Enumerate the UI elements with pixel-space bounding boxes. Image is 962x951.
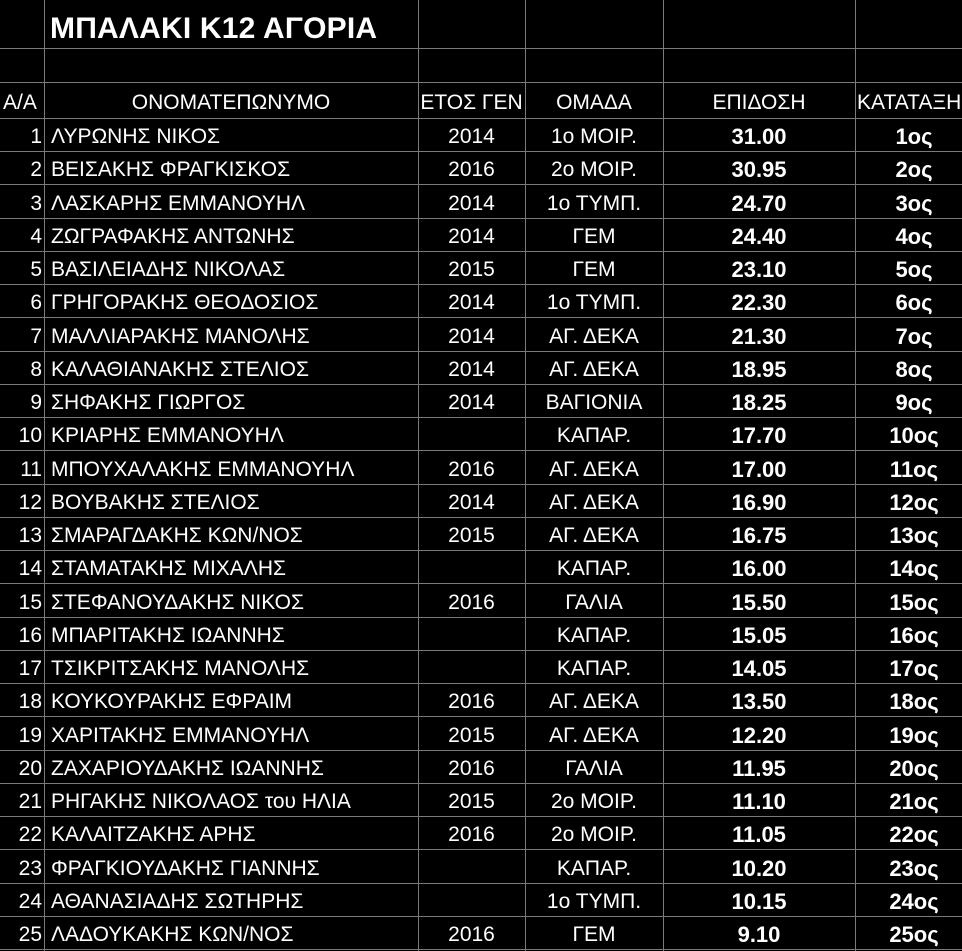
cell-performance[interactable]: 17.00	[731, 457, 787, 482]
cell-name[interactable]: ΡΗΓΑΚΗΣ ΝΙΚΟΛΑΟΣ του ΗΛΙΑ	[51, 790, 351, 813]
cell-name[interactable]: ΓΡΗΓΟΡΑΚΗΣ ΘΕΟΔΟΣΙΟΣ	[51, 291, 319, 314]
cell-aa[interactable]: 11	[20, 458, 42, 481]
header-rank[interactable]: ΚΑΤΑΤΑΞΗ	[857, 91, 962, 114]
cell-name[interactable]: ΛΥΡΩΝΗΣ ΝΙΚΟΣ	[51, 125, 221, 148]
cell-aa[interactable]: 17	[18, 657, 42, 680]
cell-performance[interactable]: 10.20	[731, 856, 787, 881]
cell-performance[interactable]: 15.05	[731, 623, 787, 648]
cell-aa[interactable]: 9	[30, 391, 42, 414]
cell-performance[interactable]: 13.50	[731, 689, 787, 714]
cell-team[interactable]: ΑΓ. ΔΕΚΑ	[549, 724, 639, 747]
cell-performance[interactable]: 15.50	[731, 590, 787, 615]
cell-year[interactable]: 2015	[448, 724, 495, 747]
cell-performance[interactable]: 9.10	[737, 922, 781, 947]
cell-performance[interactable]: 16.75	[731, 523, 787, 548]
cell-name[interactable]: ΚΑΛΑΙΤΖΑΚΗΣ ΑΡΗΣ	[51, 823, 256, 846]
table-row	[0, 618, 962, 651]
table-row	[0, 485, 962, 518]
cell-team[interactable]: 1ο ΤΥΜΠ.	[546, 192, 642, 215]
cell-year[interactable]	[418, 884, 525, 917]
cell-aa[interactable]: 25	[18, 923, 42, 946]
cell-name[interactable]: ΚΑΛΑΘΙΑΝΑΚΗΣ ΣΤΕΛΙΟΣ	[51, 358, 309, 381]
table-row	[0, 784, 962, 817]
cell-rank[interactable]: 21ος	[889, 789, 939, 814]
cell-year[interactable]: 2014	[448, 358, 495, 381]
cell-rank[interactable]: 22ος	[889, 822, 939, 847]
cell-rank[interactable]: 18ος	[889, 689, 939, 714]
cell-year[interactable]: 2016	[448, 158, 495, 181]
cell-team[interactable]: ΚΑΠΑΡ.	[556, 857, 632, 880]
cell-performance[interactable]: 30.95	[731, 157, 787, 182]
cell-name[interactable]: ΒΑΣΙΛΕΙΑΔΗΣ ΝΙΚΟΛΑΣ	[51, 258, 286, 281]
cell-aa[interactable]: 19	[18, 724, 42, 747]
cell-performance[interactable]: 22.30	[731, 290, 787, 315]
cell-year[interactable]: 2016	[448, 823, 495, 846]
cell-aa[interactable]: 24	[18, 890, 42, 913]
table-row	[0, 285, 962, 318]
cell-year[interactable]: 2014	[448, 491, 495, 514]
cell-team[interactable]: 1ο ΜΟΙΡ.	[550, 125, 637, 148]
cell-performance[interactable]: 11.05	[732, 822, 786, 847]
table-row	[0, 385, 962, 418]
cell-rank[interactable]: 19ος	[889, 723, 939, 748]
cell-aa[interactable]: 21	[18, 790, 42, 813]
cell-aa[interactable]: 15	[18, 591, 42, 614]
cell-year[interactable]	[418, 551, 525, 584]
table-row	[0, 884, 962, 917]
cell-team[interactable]: ΑΓ. ΔΕΚΑ	[549, 524, 639, 547]
cell-team[interactable]: ΓΑΛΙΑ	[565, 757, 623, 780]
cell-name[interactable]: ΣΗΦΑΚΗΣ ΓΙΩΡΓΟΣ	[51, 391, 246, 414]
table-row	[0, 718, 962, 751]
cell-year[interactable]	[418, 651, 525, 684]
cell-team[interactable]: 1ο ΤΥΜΠ.	[546, 291, 642, 314]
cell-rank[interactable]: 13ος	[889, 523, 939, 548]
cell-team[interactable]: ΑΓ. ΔΕΚΑ	[549, 358, 639, 381]
cell-team[interactable]: 2ο ΜΟΙΡ.	[550, 823, 637, 846]
cell-year[interactable]: 2016	[448, 757, 495, 780]
table-row	[0, 352, 962, 385]
cell-name[interactable]: ΚΟΥΚΟΥΡΑΚΗΣ ΕΦΡΑΙΜ	[51, 690, 293, 713]
cell-rank[interactable]: 1ος	[895, 124, 933, 149]
cell-rank[interactable]: 15ος	[889, 590, 939, 615]
cell-rank[interactable]: 24ος	[889, 889, 939, 914]
cell-year[interactable]	[418, 851, 525, 884]
table-row	[0, 119, 962, 152]
table-row	[0, 518, 962, 551]
table-row	[0, 252, 962, 285]
cell-performance[interactable]: 18.25	[731, 390, 787, 415]
cell-aa[interactable]: 23	[18, 857, 42, 880]
cell-rank[interactable]: 2ος	[895, 157, 933, 182]
cell-year[interactable]: 2014	[448, 391, 495, 414]
cell-aa[interactable]: 8	[30, 358, 42, 381]
cell-rank[interactable]: 20ος	[889, 756, 939, 781]
cell-name[interactable]: ΖΩΓΡΑΦΑΚΗΣ ΑΝΤΩΝΗΣ	[51, 225, 295, 248]
cell-aa[interactable]: 16	[18, 624, 42, 647]
cell-rank[interactable]: 17ος	[889, 656, 939, 681]
cell-performance[interactable]: 31.00	[731, 124, 787, 149]
cell-performance[interactable]: 14.05	[731, 656, 787, 681]
cell-name[interactable]: ΒΟΥΒΑΚΗΣ ΣΤΕΛΙΟΣ	[51, 491, 260, 514]
cell-rank[interactable]: 16ος	[889, 623, 939, 648]
cell-name[interactable]: ΦΡΑΓΚΙΟΥΔΑΚΗΣ ΓΙΑΝΝΗΣ	[51, 857, 320, 880]
cell-team[interactable]: ΑΓ. ΔΕΚΑ	[549, 458, 639, 481]
cell-aa[interactable]: 18	[18, 690, 42, 713]
cell-rank[interactable]: 10ος	[889, 423, 939, 448]
grid-row-line	[0, 82, 962, 83]
table-row	[0, 418, 962, 451]
table-row	[0, 551, 962, 584]
cell-performance[interactable]: 18.95	[731, 357, 787, 382]
table-row	[0, 684, 962, 717]
sheet-title[interactable]: ΜΠΑΛΑΚΙ Κ12 ΑΓΟΡΙΑ	[50, 12, 378, 45]
cell-name[interactable]: ΤΣΙΚΡΙΤΣΑΚΗΣ ΜΑΝΟΛΗΣ	[51, 657, 310, 680]
cell-team[interactable]: ΚΑΠΑΡ.	[556, 624, 632, 647]
cell-team[interactable]: ΚΑΠΑΡ.	[556, 557, 632, 580]
cell-performance[interactable]: 11.95	[732, 756, 786, 781]
cell-rank[interactable]: 6ος	[895, 290, 933, 315]
cell-rank[interactable]: 5ος	[895, 257, 933, 282]
cell-name[interactable]: ΛΑΔΟΥΚΑΚΗΣ ΚΩΝ/ΝΟΣ	[51, 923, 294, 946]
table-row	[0, 219, 962, 252]
cell-aa[interactable]: 14	[18, 557, 42, 580]
cell-year[interactable]: 2014	[448, 225, 495, 248]
cell-rank[interactable]: 4ος	[895, 224, 933, 249]
cell-aa[interactable]: 12	[18, 491, 42, 514]
cell-aa[interactable]: 4	[30, 225, 42, 248]
cell-year[interactable]: 2016	[448, 458, 495, 481]
header-team[interactable]: ΟΜΑΔΑ	[556, 91, 632, 114]
header-year[interactable]: ΕΤΟΣ ΓΕΝ	[420, 91, 523, 114]
cell-name[interactable]: ΖΑΧΑΡΙΟΥΔΑΚΗΣ ΙΩΑΝΝΗΣ	[51, 757, 324, 780]
cell-performance[interactable]: 11.10	[732, 789, 786, 814]
cell-team[interactable]: ΚΑΠΑΡ.	[556, 657, 632, 680]
cell-name[interactable]: ΜΑΛΛΙΑΡΑΚΗΣ ΜΑΝΟΛΗΣ	[51, 325, 310, 348]
cell-name[interactable]: ΜΠΑΡΙΤΑΚΗΣ ΙΩΑΝΝΗΣ	[51, 624, 285, 647]
table-row	[0, 319, 962, 352]
cell-year[interactable]: 2015	[448, 524, 495, 547]
cell-performance[interactable]: 10.15	[731, 889, 787, 914]
table-row	[0, 651, 962, 684]
cell-team[interactable]: 1ο ΤΥΜΠ.	[546, 890, 642, 913]
cell-performance[interactable]: 12.20	[731, 723, 787, 748]
table-row	[0, 851, 962, 884]
cell-name[interactable]: ΣΜΑΡΑΓΔΑΚΗΣ ΚΩΝ/ΝΟΣ	[51, 524, 303, 547]
cell-year[interactable]: 2015	[448, 258, 495, 281]
cell-year[interactable]: 2016	[448, 923, 495, 946]
cell-name[interactable]: ΣΤΑΜΑΤΑΚΗΣ ΜΙΧΑΛΗΣ	[51, 557, 286, 580]
cell-rank[interactable]: 3ος	[895, 191, 933, 216]
cell-rank[interactable]: 11ος	[889, 457, 939, 482]
cell-performance[interactable]: 23.10	[731, 257, 787, 282]
cell-aa[interactable]: 7	[30, 325, 42, 348]
cell-year[interactable]: 2014	[448, 192, 495, 215]
header-name[interactable]: ΟΝΟΜΑΤΕΠΩΝΥΜΟ	[131, 91, 331, 114]
cell-performance[interactable]: 16.90	[731, 490, 787, 515]
header-aa[interactable]: Α/Α	[3, 91, 37, 114]
cell-rank[interactable]: 7ος	[895, 324, 933, 349]
cell-team[interactable]: ΚΑΠΑΡ.	[556, 424, 632, 447]
cell-aa[interactable]: 13	[18, 524, 42, 547]
cell-aa[interactable]: 3	[30, 192, 42, 215]
table-row	[0, 751, 962, 784]
grid-row-line	[0, 48, 962, 49]
cell-aa[interactable]: 6	[30, 291, 42, 314]
header-performance[interactable]: ΕΠΙΔΟΣΗ	[712, 91, 806, 114]
cell-aa[interactable]: 10	[18, 424, 42, 447]
cell-performance[interactable]: 16.00	[731, 556, 787, 581]
cell-performance[interactable]: 21.30	[731, 324, 787, 349]
table-row	[0, 917, 962, 950]
cell-rank[interactable]: 23ος	[889, 856, 939, 881]
cell-rank[interactable]: 8ος	[895, 357, 933, 382]
cell-aa[interactable]: 1	[30, 125, 42, 148]
cell-year[interactable]: 2016	[448, 690, 495, 713]
cell-name[interactable]: ΑΘΑΝΑΣΙΑΔΗΣ ΣΩΤΗΡΗΣ	[51, 890, 304, 913]
cell-team[interactable]: 2ο ΜΟΙΡ.	[550, 790, 637, 813]
cell-name[interactable]: ΚΡΙΑΡΗΣ ΕΜΜΑΝΟΥΗΛ	[51, 424, 284, 447]
cell-team[interactable]: ΑΓ. ΔΕΚΑ	[549, 325, 639, 348]
cell-year[interactable]: 2016	[448, 591, 495, 614]
cell-year[interactable]: 2014	[448, 325, 495, 348]
cell-performance[interactable]: 24.40	[731, 224, 787, 249]
cell-performance[interactable]: 24.70	[731, 191, 787, 216]
cell-team[interactable]: ΒΑΓΙΟΝΙΑ	[545, 391, 643, 414]
table-row	[0, 452, 962, 485]
cell-year[interactable]: 2015	[448, 790, 495, 813]
cell-aa[interactable]: 20	[18, 757, 42, 780]
cell-aa[interactable]: 2	[30, 158, 42, 181]
cell-team[interactable]: 2ο ΜΟΙΡ.	[550, 158, 637, 181]
table-row	[0, 186, 962, 219]
cell-team[interactable]: ΓΕΜ	[572, 923, 616, 946]
cell-team[interactable]: ΓΕΜ	[572, 225, 616, 248]
cell-team[interactable]: ΑΓ. ΔΕΚΑ	[549, 690, 639, 713]
cell-team[interactable]: ΑΓ. ΔΕΚΑ	[549, 491, 639, 514]
cell-name[interactable]: ΧΑΡΙΤΑΚΗΣ ΕΜΜΑΝΟΥΗΛ	[51, 724, 310, 747]
cell-year[interactable]	[418, 618, 525, 651]
cell-name[interactable]: ΒΕΙΣΑΚΗΣ ΦΡΑΓΚΙΣΚΟΣ	[51, 158, 291, 181]
cell-name[interactable]: ΜΠΟΥΧΑΛΑΚΗΣ ΕΜΜΑΝΟΥΗΛ	[51, 458, 355, 481]
cell-team[interactable]: ΓΑΛΙΑ	[565, 591, 623, 614]
cell-year[interactable]: 2014	[448, 125, 495, 148]
table-row	[0, 152, 962, 185]
cell-name[interactable]: ΛΑΣΚΑΡΗΣ ΕΜΜΑΝΟΥΗΛ	[51, 192, 306, 215]
cell-year[interactable]: 2014	[448, 291, 495, 314]
cell-aa[interactable]: 22	[18, 823, 42, 846]
cell-team[interactable]: ΓΕΜ	[572, 258, 616, 281]
cell-name[interactable]: ΣΤΕΦΑΝΟΥΔΑΚΗΣ ΝΙΚΟΣ	[51, 591, 304, 614]
cell-rank[interactable]: 12ος	[889, 490, 939, 515]
cell-year[interactable]	[418, 418, 525, 451]
cell-rank[interactable]: 9ος	[895, 390, 933, 415]
cell-aa[interactable]: 5	[30, 258, 42, 281]
cell-rank[interactable]: 14ος	[889, 556, 939, 581]
table-row	[0, 585, 962, 618]
table-row	[0, 817, 962, 850]
cell-rank[interactable]: 25ος	[889, 922, 939, 947]
cell-performance[interactable]: 17.70	[731, 423, 787, 448]
